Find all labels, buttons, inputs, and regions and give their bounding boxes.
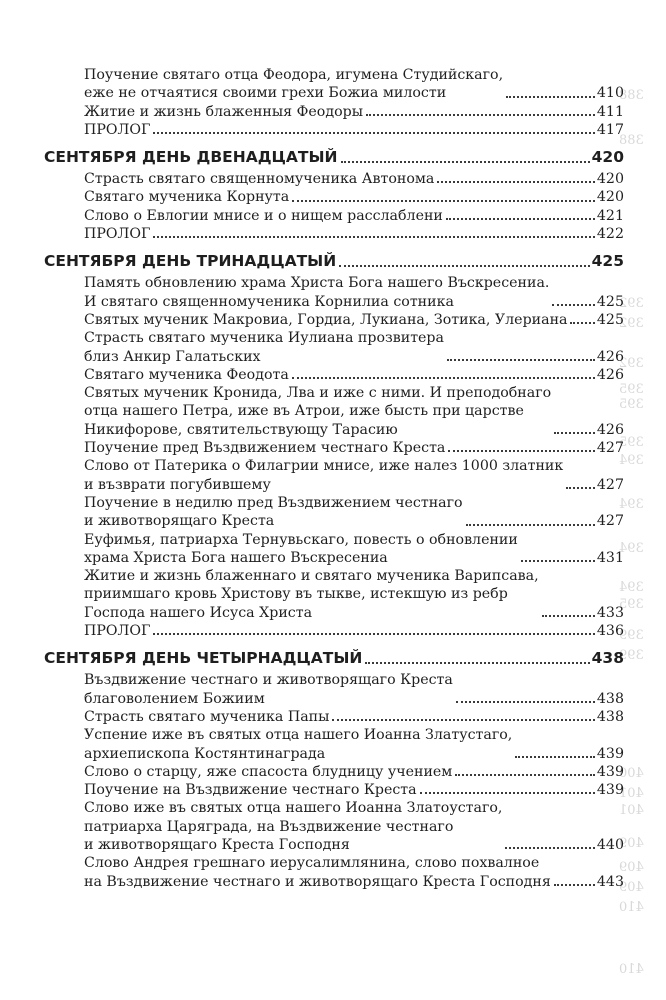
leader-dots <box>366 114 595 116</box>
toc-entry-page: 433 <box>596 604 624 621</box>
toc-entry-page: 426 <box>596 366 624 383</box>
toc-entry-line: Слово иже въ святых отца нашего Иоанна Златоустаго, <box>84 800 503 817</box>
toc-entry-line: ПРОЛОГ <box>84 623 151 640</box>
toc-entry-line: Никифорове, святительствующу Тарасию <box>84 421 398 438</box>
leader-dots <box>566 487 595 489</box>
table-of-contents <box>44 66 624 891</box>
toc-entry-page: 422 <box>596 226 624 243</box>
toc-entry <box>44 121 624 139</box>
toc-entry-title <box>84 763 452 781</box>
toc-entry-title <box>84 799 502 854</box>
toc-entry-line: архиепископа Костянтинаграда <box>84 745 326 762</box>
toc-entry-title <box>84 671 453 708</box>
toc-entry-title <box>84 225 150 243</box>
toc-entry <box>44 439 624 457</box>
toc-entry <box>44 799 624 854</box>
toc-entry <box>44 531 624 568</box>
toc-entry <box>44 708 624 726</box>
toc-entry-title <box>84 121 150 139</box>
toc-entry <box>44 329 624 366</box>
toc-entry <box>44 366 624 384</box>
toc-entry-line: благоволением Божиим <box>84 690 265 707</box>
bleed-through: 388 388 392 392 392 395 395 395 394 394 394 394 395 399 399 400 401 401 409 409 409 410 410 <box>619 88 644 977</box>
toc-section <box>44 251 624 640</box>
toc-entry-line: патриарха Царяграда, на Въздвижение честнаго <box>84 818 454 835</box>
toc-entry-title <box>84 457 563 494</box>
toc-entry <box>44 854 624 891</box>
toc-entry-line: Житие и жизнь блаженныя Феодоры <box>84 103 363 120</box>
leader-dots <box>521 560 595 562</box>
toc-entry-page: 427 <box>596 513 624 530</box>
leader-dots <box>515 756 595 758</box>
toc-entry-title <box>84 188 289 206</box>
leader-dots <box>466 524 595 526</box>
toc-entry-line: Слово от Патерика о Филагрии мнисе, иже налез 1000 златник <box>84 458 564 475</box>
toc-entry-page: 427 <box>596 440 624 457</box>
toc-entry-page: 411 <box>596 103 624 120</box>
toc-entry-line: на Въздвижение честнаго и животворящаго Креста Господня <box>84 873 551 890</box>
toc-entry-line: Страсть святаго мученика Иулиана прозвитера <box>84 330 444 347</box>
toc-entry-line: И святаго священномученика Корнилиа сотника <box>84 293 454 310</box>
toc-entry-line: Святых мученик Кронида, Лва и иже с ними. И преподобнаго <box>84 385 552 402</box>
leader-dots <box>365 662 589 664</box>
leader-dots <box>339 265 589 267</box>
leader-dots <box>153 633 594 635</box>
toc-entry-page: 425 <box>596 293 624 310</box>
toc-entry-page: 426 <box>596 421 624 438</box>
toc-entry-line: Успение иже въ святых отца нашего Иоанна Златустаго, <box>84 727 513 744</box>
toc-entry-page: 425 <box>596 311 624 328</box>
toc-entry-title <box>84 311 567 329</box>
toc-section <box>44 147 624 243</box>
toc-entry-title <box>84 531 518 568</box>
section-heading-title: СЕНТЯБРЯ ДЕНЬ ТРИНАДЦАТЫЙ <box>44 252 337 271</box>
toc-entry-title <box>84 170 434 188</box>
toc-entry-line: Господа нашего Исуса Христа <box>84 604 313 621</box>
toc-entry <box>44 494 624 531</box>
leader-dots <box>437 181 595 183</box>
toc-entry-page: 439 <box>596 763 624 780</box>
toc-entry <box>44 274 624 311</box>
toc-entry <box>44 384 624 439</box>
toc-entry-line: ПРОЛОГ <box>84 226 151 243</box>
toc-entry <box>44 671 624 708</box>
toc-entry-line: Слово Андрея грешнаго иерусалимлянина, слово похвалное <box>84 855 540 872</box>
toc-entry-page: 417 <box>596 121 624 138</box>
toc-entry-line: Поучение в недилю пред Въздвижением честнаго <box>84 494 463 511</box>
leader-dots <box>420 792 595 794</box>
toc-entry <box>44 188 624 206</box>
section-heading-page: 425 <box>591 252 624 271</box>
toc-entry-page: 438 <box>596 690 624 707</box>
toc-entry-line: Еуфимья, патриарха Тернувьскаго, повесть о обновлении <box>84 531 518 548</box>
leader-dots <box>552 304 594 306</box>
toc-entry-title <box>84 66 503 103</box>
leader-dots <box>153 132 594 134</box>
toc-entry-title <box>84 854 551 891</box>
toc-entry-page: 436 <box>596 623 624 640</box>
toc-entry-title <box>84 439 445 457</box>
leader-dots <box>341 161 590 163</box>
toc-entry-line: храма Христа Бога нашего Въскресениа <box>84 549 388 566</box>
leader-dots <box>554 432 595 434</box>
section-heading-page: 420 <box>591 148 624 167</box>
leader-dots <box>505 847 594 849</box>
toc-entry-page: 410 <box>596 85 624 102</box>
toc-entry-title <box>84 103 363 121</box>
toc-entry-title <box>84 726 512 763</box>
section-heading-title: СЕНТЯБРЯ ДЕНЬ ЧЕТЫРНАДЦАТЫЙ <box>44 649 363 668</box>
toc-entry-line: Слово о Евлогии мнисе и о нищем расслаблени <box>84 207 443 224</box>
toc-entry-page: 426 <box>596 348 624 365</box>
toc-entry-line: Поучение на Въздвижение честнаго Креста <box>84 782 417 799</box>
toc-entry-line: ПРОЛОГ <box>84 121 151 138</box>
toc-entry-page: 443 <box>596 873 624 890</box>
toc-section <box>44 648 624 891</box>
toc-entry <box>44 726 624 763</box>
toc-entry <box>44 567 624 622</box>
toc-entry <box>44 311 624 329</box>
section-heading <box>44 251 624 272</box>
toc-entry-line: Память обновлению храма Христа Бога нашего Въскресениа. <box>84 275 550 292</box>
toc-entry-line: Житие и жизнь блаженнаго и святаго мученика Варипсава, <box>84 568 539 585</box>
leader-dots <box>506 96 595 98</box>
toc-entry-line: Поучение святаго отца Феодора, игумена Студийскаго, <box>84 67 504 83</box>
toc-entry-title <box>84 366 289 384</box>
toc-entry-line: Святых мученик Макровиа, Гордиа, Лукиана, Зотика, Улериана <box>84 311 568 328</box>
toc-entry-page: 421 <box>596 207 624 224</box>
toc-entry-line: приимшаго кровь Христову въ тыкве, истекшую из ребр <box>84 586 508 603</box>
toc-entry-line: Страсть святаго священномученика Автонома <box>84 171 435 188</box>
toc-entry <box>44 225 624 243</box>
leader-dots <box>448 450 595 452</box>
toc-entry-title <box>84 494 463 531</box>
toc-entry-page: 439 <box>596 745 624 762</box>
leader-dots <box>153 236 594 238</box>
toc-entry-line: еже не отчаятися своими грехи Божиа милости <box>84 85 447 102</box>
toc-entry-title <box>84 781 417 799</box>
toc-entry-title <box>84 274 549 311</box>
toc-entry-page: 440 <box>596 836 624 853</box>
toc-entry-page: 420 <box>596 189 624 206</box>
toc-entry-line: Святаго мученика Корнута <box>84 189 290 206</box>
leader-dots <box>292 377 595 379</box>
toc-entry-line: и възврати погубившему <box>84 476 271 493</box>
toc-entry <box>44 457 624 494</box>
toc-entry-line: и животворящаго Креста Господня <box>84 836 350 853</box>
toc-entry-page: 439 <box>596 782 624 799</box>
toc-entry-page: 438 <box>596 708 624 725</box>
toc-entry <box>44 66 624 103</box>
leader-dots <box>570 322 594 324</box>
toc-entry-title <box>84 384 551 439</box>
toc-entry-line: Поучение пред Въздвижением честнаго Креста <box>84 440 446 457</box>
toc-section <box>44 66 624 139</box>
leader-dots <box>446 218 595 220</box>
toc-entry <box>44 763 624 781</box>
toc-entry-page: 431 <box>596 549 624 566</box>
toc-entry-title <box>84 708 329 726</box>
toc-entry-line: Въздвижение честнаго и животворящаго Креста <box>84 672 453 689</box>
section-heading-title: СЕНТЯБРЯ ДЕНЬ ДВЕНАДЦАТЫЙ <box>44 148 338 167</box>
section-heading-page: 438 <box>591 649 624 668</box>
toc-entry <box>44 170 624 188</box>
toc-entry-title <box>84 567 539 622</box>
toc-entry <box>44 103 624 121</box>
toc-entry-title <box>84 329 444 366</box>
toc-entry-line: близ Анкир Галатьских <box>84 348 261 365</box>
leader-dots <box>554 884 595 886</box>
toc-entry <box>44 622 624 640</box>
leader-dots <box>542 615 595 617</box>
section-heading <box>44 147 624 168</box>
toc-entry-title <box>84 622 150 640</box>
toc-entry-line: отца нашего Петра, иже въ Атрои, иже бысть при царстве <box>84 403 524 420</box>
toc-entry-line: Слово о старцу, яже спасоста блудницу учением <box>84 763 453 780</box>
toc-entry-line: Страсть святаго мученика Папы <box>84 708 330 725</box>
leader-dots <box>455 774 595 776</box>
toc-entry-line: и животворящаго Креста <box>84 513 275 530</box>
toc-entry <box>44 781 624 799</box>
leader-dots <box>332 719 594 721</box>
leader-dots <box>447 359 595 361</box>
toc-entry <box>44 207 624 225</box>
toc-entry-page: 420 <box>596 171 624 188</box>
section-heading <box>44 648 624 669</box>
toc-entry-line: Святаго мученика Феодота <box>84 366 289 383</box>
toc-entry-page: 427 <box>596 476 624 493</box>
leader-dots <box>456 701 595 703</box>
toc-entry-title <box>84 207 443 225</box>
leader-dots <box>292 200 595 202</box>
